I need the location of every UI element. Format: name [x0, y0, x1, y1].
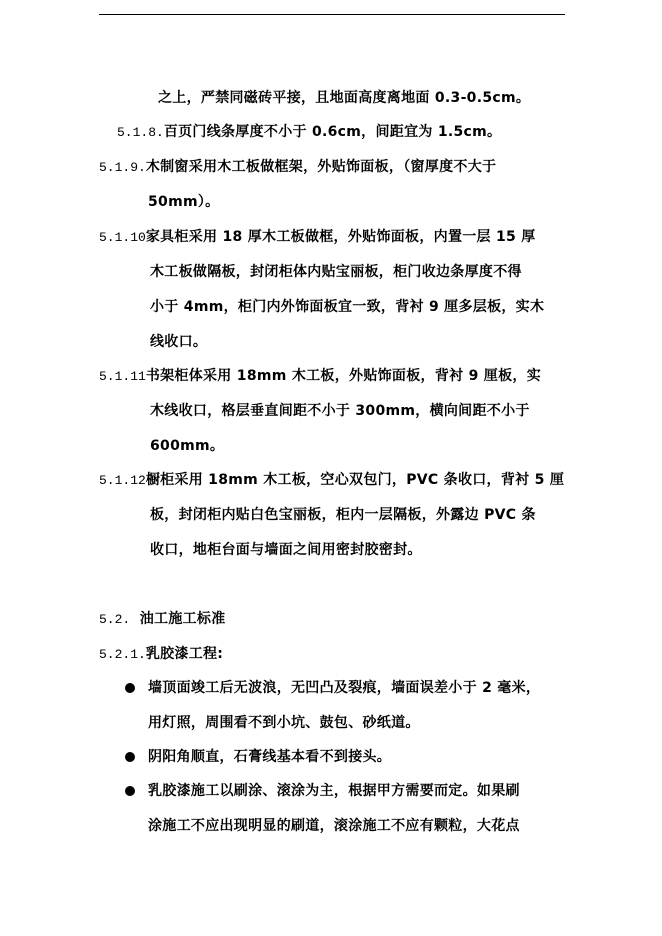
clause-5-1-11 [99, 366, 541, 387]
subsection-number: 5.2.1. [99, 647, 146, 662]
section-heading-5-2 [99, 609, 226, 630]
clause-number: 5.1.8. [117, 125, 164, 140]
section-number: 5.2. [99, 612, 131, 627]
clause-text: 家具柜采用 18 厚木工板做框，外贴饰面板，内置一层 15 厚 [145, 229, 536, 245]
text-line: 线收口。 [150, 334, 208, 350]
clause-text: 橱柜采用 18mm 木工板，空心双包门，PVC 条收口，背衬 5 厘 [145, 472, 565, 488]
bullet-text: 涂施工不应出现明显的刷道，滚涂施工不应有颗粒，大花点 [148, 818, 520, 834]
text-line: 收口，地柜台面与墙面之间用密封胶密封。 [150, 542, 422, 558]
clause-text: 木制窗采用木工板做框架，外贴饰面板，（窗厚度不大于 [145, 159, 497, 175]
clause-number: 5.1.10 [99, 230, 146, 245]
bullet-text: 乳胶漆施工以刷涂、滚涂为主，根据甲方需要而定。如果刷 [148, 783, 520, 799]
clause-number: 5.1.12 [99, 473, 146, 488]
clause-5-1-12 [99, 470, 564, 491]
text-line: 板，封闭柜内贴白色宝丽板，柜内一层隔板，外露边 PVC 条 [150, 507, 536, 523]
text-line: 600mm。 [150, 438, 225, 454]
header-rule [99, 14, 565, 15]
clause-5-1-8 [117, 122, 501, 143]
clause-number: 5.1.9. [99, 160, 146, 175]
subsection-title: 乳胶漆工程: [145, 646, 224, 662]
bullet-icon [125, 752, 135, 762]
section-title: 油工施工标准 [139, 611, 226, 627]
clause-text: 百页门线条厚度不小于 0.6cm，间距宜为 1.5cm。 [163, 124, 502, 140]
bullet-text: 用灯照，周围看不到小坑、鼓包、砂纸道。 [148, 715, 420, 731]
bullet-icon [125, 786, 135, 796]
bullet-text: 阴阳角顺直，石膏线基本看不到接头。 [148, 749, 392, 765]
subsection-heading-5-2-1 [99, 644, 223, 665]
text-line: 小于 4mm，柜门内外饰面板宜一致，背衬 9 厘多层板，实木 [150, 299, 545, 315]
text-line: 木工板做隔板，封闭柜体内贴宝丽板，柜门收边条厚度不得 [150, 264, 522, 280]
clause-number: 5.1.11 [99, 369, 146, 384]
bullet-text: 墙顶面竣工后无波浪，无凹凸及裂痕，墙面误差小于 2 毫米， [148, 680, 541, 696]
text-line: 之上，严禁同磁砖平接，且地面高度离地面 0.3-0.5cm。 [158, 90, 531, 106]
clause-5-1-10 [99, 227, 536, 248]
clause-text: 书架柜体采用 18mm 木工板，外贴饰面板，背衬 9 厘板，实 [145, 368, 542, 384]
bullet-icon [125, 683, 135, 693]
text-line: 木线收口，格层垂直间距不小于 300mm，横向间距不小于 [150, 403, 530, 419]
text-line: 50mm）。 [148, 194, 220, 210]
clause-5-1-9 [99, 157, 496, 178]
